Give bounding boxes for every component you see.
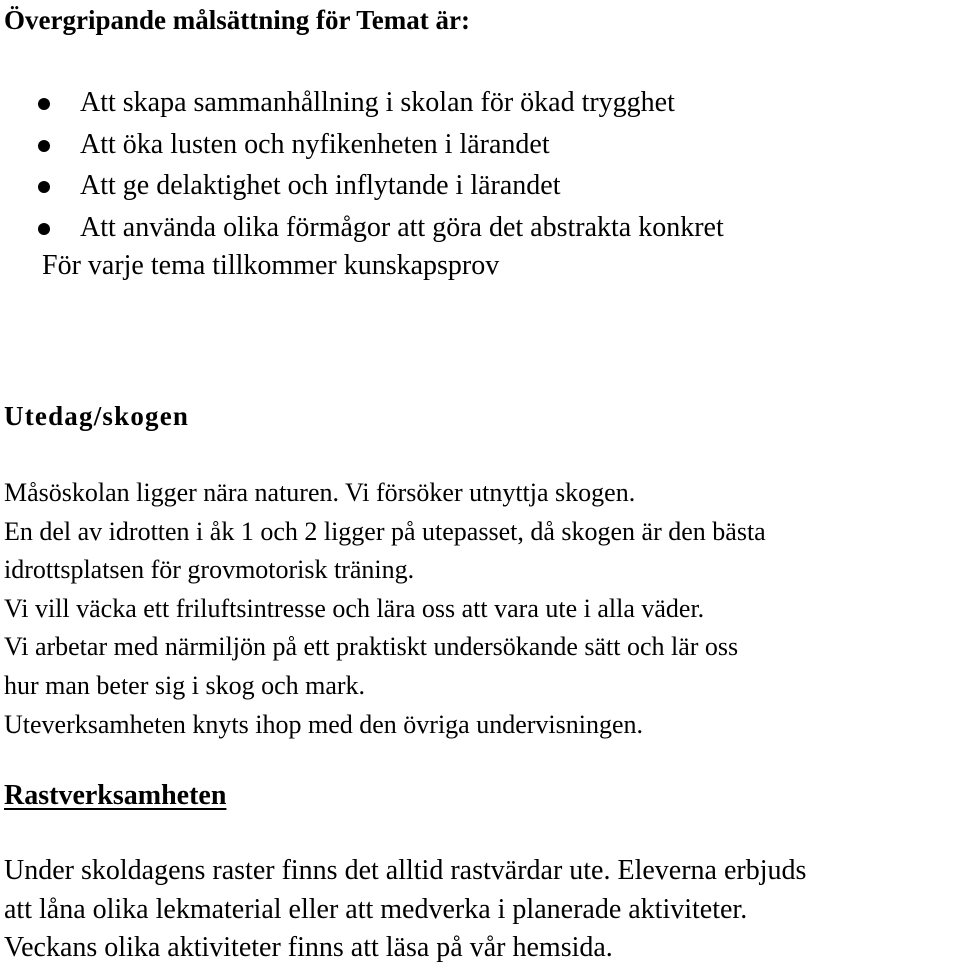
bullet-icon — [38, 223, 50, 235]
goal-text: Att öka lusten och nyfikenheten i lärandet — [80, 128, 550, 160]
paragraph-line: Under skoldagens raster finns det alltid rastvärdar ute. Eleverna erbjuds — [4, 855, 807, 886]
list-item — [0, 207, 724, 249]
goal-text: Att använda olika förmågor att göra det abstrakta konkret — [80, 211, 724, 243]
goal-text: Att ge delaktighet och inflytande i lärandet — [80, 170, 561, 201]
bullet-icon — [38, 98, 50, 110]
rast-title: Rastverksamheten — [4, 780, 227, 811]
paragraph-line: Vi vill väcka ett friluftsintresse och lära oss att vara ute i alla väder. — [4, 593, 705, 623]
page-heading: Övergripande målsättning för Temat är: — [4, 5, 470, 35]
list-item — [0, 124, 724, 166]
paragraph-line: Vi arbetar med närmiljön på ett praktiskt undersökande sätt och lär oss — [4, 632, 739, 662]
goal-text: Att skapa sammanhållning i skolan för ökad trygghet — [80, 87, 675, 118]
paragraph-line: Måsöskolan ligger nära naturen. Vi försöker utnyttja skogen. — [4, 478, 636, 507]
list-item — [0, 82, 724, 124]
paragraph-line: En del av idrotten i åk 1 och 2 ligger på utepasset, då skogen är den bästa — [4, 516, 766, 546]
utedag-title: Utedag/skogen — [4, 401, 190, 431]
paragraph-line: idrottsplatsen för grovmotorisk träning. — [4, 555, 415, 585]
bullet-icon — [38, 181, 50, 193]
utedag-paragraph — [4, 474, 956, 744]
paragraph-line: hur man beter sig i skog och mark. — [4, 670, 366, 700]
rast-paragraph — [4, 852, 956, 968]
goals-list — [0, 82, 724, 248]
paragraph-line: Veckans olika aktiviteter finns att läsa på vår hemsida. — [4, 932, 613, 963]
paragraph-line: att låna olika lekmaterial eller att medverka i planerade aktiviteter. — [4, 893, 748, 925]
bullet-icon — [38, 140, 50, 152]
paragraph-line: Uteverksamheten knyts ihop med den övriga undervisningen. — [4, 709, 644, 739]
list-item — [0, 165, 724, 207]
exam-note: För varje tema tillkommer kunskapsprov — [42, 250, 500, 281]
